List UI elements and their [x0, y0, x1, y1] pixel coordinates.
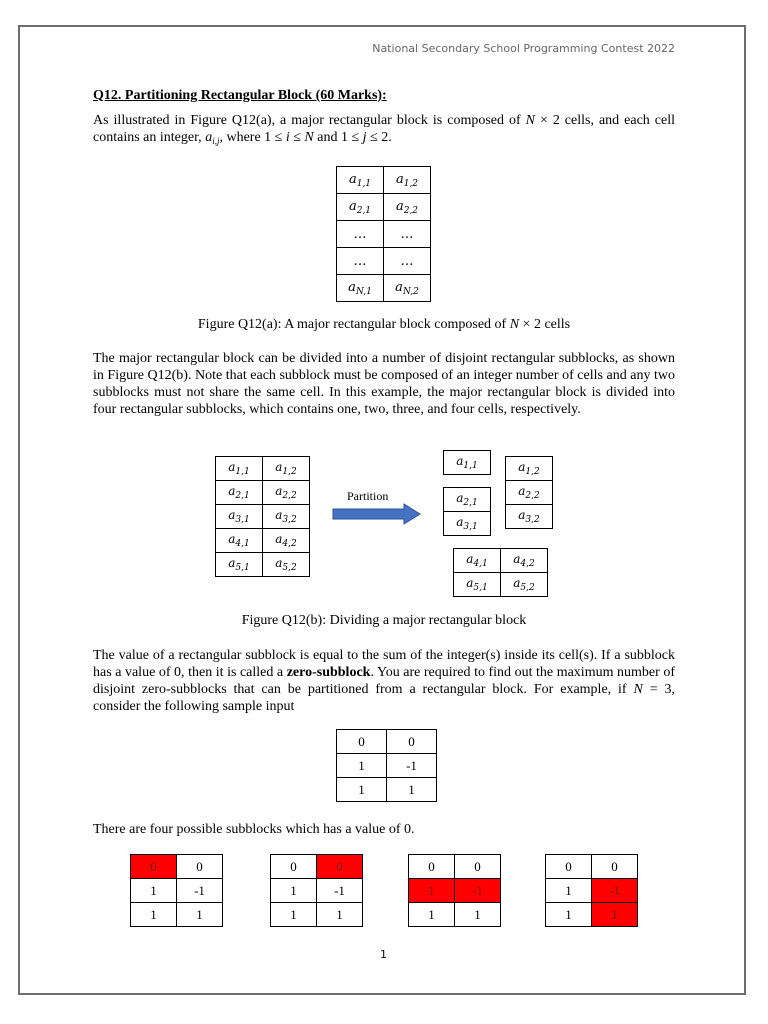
table-row [131, 903, 223, 927]
table-cell: 1 [271, 879, 317, 903]
table-cell: $a_{3,1}$ [216, 505, 263, 529]
table-row [506, 457, 553, 481]
intro-text-1: As illustrated in Figure Q12(a), a major rectangular block is composed of [93, 113, 526, 128]
question-title: Q12. Partitioning Rectangular Block (60 Marks): [93, 88, 387, 103]
table-cell: 1 [271, 903, 317, 927]
example-table-3 [408, 854, 501, 927]
table-cell: $a_{5,1}$ [216, 553, 263, 577]
figure-b-caption: Figure Q12(b): Dividing a major rectangular block [241, 613, 527, 628]
table-cell: $a_{4,1}$ [216, 529, 263, 553]
caption-text: × 2 cells [519, 317, 571, 332]
intro-text-2: × 2 cells, and each cell contains an integer, [93, 113, 675, 145]
table-row [337, 167, 431, 194]
four-subblocks-paragraph: There are four possible subblocks which has a value of 0. [93, 822, 415, 837]
table-cell: 0 [131, 855, 177, 879]
table-row [216, 529, 310, 553]
para3-text-3: = 3, consider the following sample input [93, 682, 675, 714]
table-row [337, 754, 437, 778]
table-cell: 0 [337, 730, 387, 754]
intro-text-4: ≤ [289, 130, 305, 145]
table-row [271, 903, 363, 927]
para3-text-2: . You are required to find out the maximum number of disjoint zero-subblocks that can be partitioned from a rectangular block. For example, if [93, 665, 675, 697]
table-cell: 1 [409, 879, 455, 903]
intro-subscript: i,j [212, 136, 220, 146]
table-cell: $a_{1,1}$ [216, 457, 263, 481]
table-row [444, 512, 491, 536]
intro-var-n2: N [304, 130, 314, 145]
table-cell: $a_{N,1}$ [337, 275, 384, 302]
table-cell: 1 [317, 903, 363, 927]
table-row [454, 549, 548, 573]
example-table-4 [545, 854, 638, 927]
table-cell: $a_{2,1}$ [216, 481, 263, 505]
table-row [131, 879, 223, 903]
table-cell: 0 [317, 855, 363, 879]
table-cell: 1 [409, 903, 455, 927]
example-table-2 [270, 854, 363, 927]
table-cell: -1 [317, 879, 363, 903]
table-cell: $a_{3,2}$ [263, 505, 310, 529]
table-cell: 1 [455, 903, 501, 927]
table-row [216, 457, 310, 481]
para3-var-n: N [633, 682, 643, 697]
intro-var-n: N [525, 113, 535, 128]
partition-label: Partition [347, 489, 389, 503]
table-cell: $a_{4,1}$ [454, 549, 501, 573]
table-row [546, 855, 638, 879]
table-cell: $a_{1,2}$ [384, 167, 431, 194]
example-table-1 [130, 854, 223, 927]
zero-subblock-paragraph [93, 647, 675, 715]
table-cell: -1 [455, 879, 501, 903]
table-cell: 1 [131, 879, 177, 903]
intro-text-3: , where 1 ≤ [219, 130, 286, 145]
table-row [337, 730, 437, 754]
intro-paragraph [93, 112, 675, 150]
table-cell: 0 [177, 855, 223, 879]
subblock-two-cells [443, 487, 491, 536]
table-cell: … [384, 248, 431, 275]
table-cell: … [337, 248, 384, 275]
subblock-four-cells [453, 548, 548, 597]
para3-text-1: The value of a rectangular subblock is equal to the sum of the integer(s) inside its cell(s). If a subblock has a value of 0, then it is called a [93, 648, 675, 680]
caption-var-n: N [509, 317, 520, 332]
table-cell: 0 [455, 855, 501, 879]
figure-a-table [336, 166, 431, 302]
partition-paragraph: The major rectangular block can be divided into a number of disjoint rectangular subblocks, as shown in Figure Q12(b). Note that each subblock must be composed of an integer number of cells and any two subblocks must not share the same cell. In this example, the major rectangular block is divided into four rectangular subblocks, which contains one, two, three, and four cells, respectively. [93, 351, 675, 417]
table-cell: $a_{4,2}$ [263, 529, 310, 553]
page-header: National Secondary School Programming Contest 2022 [372, 42, 675, 55]
table-cell: … [337, 221, 384, 248]
table-row [337, 778, 437, 802]
table-cell: $a_{5,1}$ [454, 573, 501, 597]
figure-a-caption [93, 317, 675, 333]
table-cell: $a_{2,2}$ [263, 481, 310, 505]
table-cell: 0 [271, 855, 317, 879]
table-cell: 1 [337, 754, 387, 778]
table-row [337, 275, 431, 302]
table-row [271, 855, 363, 879]
table-cell: 0 [387, 730, 437, 754]
page-number: 1 [380, 948, 387, 961]
table-row [546, 903, 638, 927]
table-cell: $a_{1,1}$ [337, 167, 384, 194]
table-cell: -1 [592, 879, 638, 903]
intro-var-a: a [205, 130, 213, 145]
table-cell: 1 [546, 879, 592, 903]
table-row [444, 451, 491, 475]
table-row [409, 855, 501, 879]
table-row [444, 488, 491, 512]
intro-text-5: and 1 ≤ [313, 130, 363, 145]
table-cell: $a_{N,2}$ [384, 275, 431, 302]
table-cell: $a_{1,2}$ [506, 457, 553, 481]
table-cell: $a_{2,2}$ [384, 194, 431, 221]
subblock-one-cell [443, 450, 491, 475]
table-row [546, 879, 638, 903]
intro-text-6: ≤ 2. [366, 130, 392, 145]
table-cell: 1 [387, 778, 437, 802]
table-row [216, 553, 310, 577]
sample-input-table [336, 729, 437, 802]
table-cell: … [384, 221, 431, 248]
table-row [454, 573, 548, 597]
zero-subblock-term: zero-subblock [286, 665, 371, 680]
table-cell: 1 [177, 903, 223, 927]
table-cell: 1 [546, 903, 592, 927]
table-cell: 0 [409, 855, 455, 879]
table-cell: 1 [337, 778, 387, 802]
table-cell: -1 [177, 879, 223, 903]
table-row [337, 194, 431, 221]
table-cell: -1 [387, 754, 437, 778]
figure-b-major-table [215, 456, 310, 577]
caption-text: Figure Q12(a): A major rectangular block composed of [197, 317, 510, 332]
table-cell: $a_{5,2}$ [263, 553, 310, 577]
table-row [271, 879, 363, 903]
table-cell: 0 [546, 855, 592, 879]
table-cell: $a_{3,1}$ [444, 512, 491, 536]
subblock-three-cells [505, 456, 553, 529]
table-cell: 1 [131, 903, 177, 927]
table-row [409, 879, 501, 903]
intro-var-i: i [285, 130, 290, 145]
table-cell: $a_{4,2}$ [501, 549, 548, 573]
table-row [506, 505, 553, 529]
table-row [216, 505, 310, 529]
table-cell: $a_{2,1}$ [337, 194, 384, 221]
table-cell: 0 [592, 855, 638, 879]
table-row [506, 481, 553, 505]
table-cell: 1 [592, 903, 638, 927]
table-cell: $a_{1,2}$ [263, 457, 310, 481]
table-row [409, 903, 501, 927]
intro-var-j: j [362, 130, 367, 145]
table-row [337, 221, 431, 248]
table-cell: $a_{2,2}$ [506, 481, 553, 505]
table-cell: $a_{2,1}$ [444, 488, 491, 512]
table-cell: $a_{5,2}$ [501, 573, 548, 597]
table-row [337, 248, 431, 275]
table-row [131, 855, 223, 879]
table-row [216, 481, 310, 505]
right-arrow-icon [332, 503, 422, 525]
table-cell: $a_{1,1}$ [444, 451, 491, 475]
table-cell: $a_{3,2}$ [506, 505, 553, 529]
